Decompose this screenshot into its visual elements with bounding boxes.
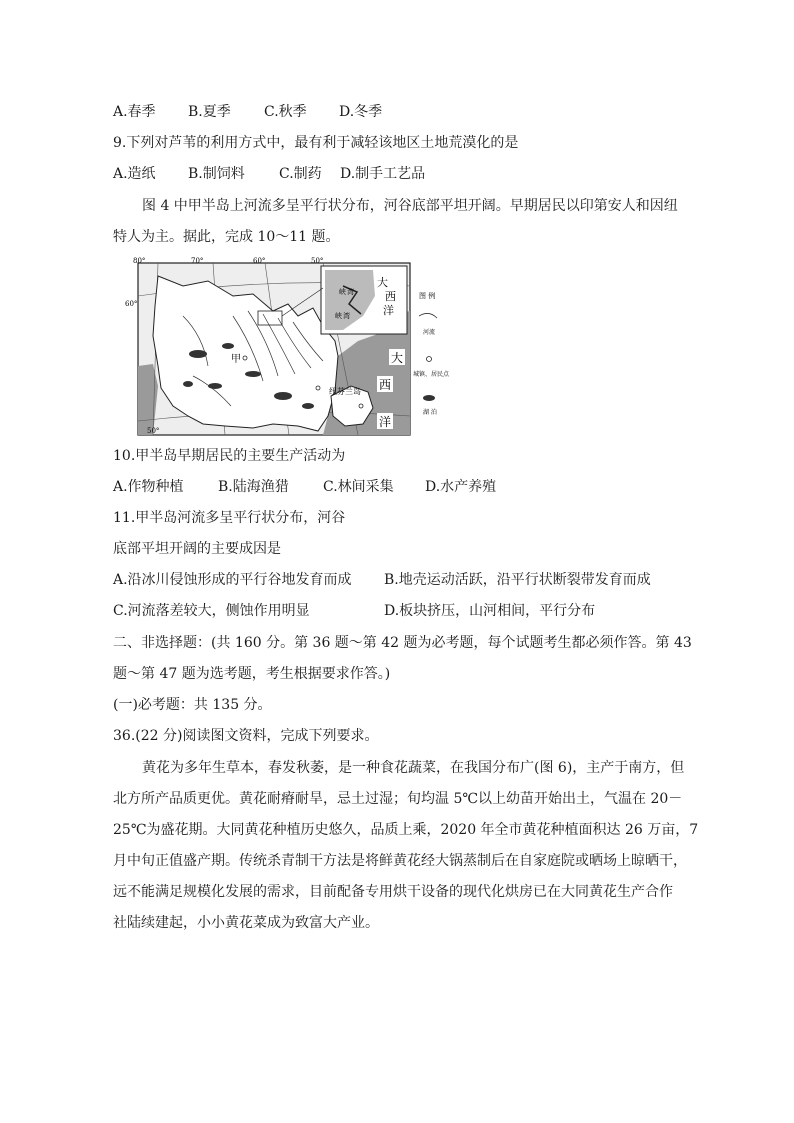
inset-ocean-da: 大 xyxy=(377,276,388,289)
q8-option-b: B.夏季 xyxy=(188,104,231,120)
q36-stem: 36.(22 分)阅读图文资料，完成下列要求。 xyxy=(113,728,379,744)
section2-line-1: 二、非选择题：(共 160 分。第 36 题～第 42 题为必考题，每个试题考生都必须作答。第 43 xyxy=(113,635,692,651)
passage-line-6: 社陆续建起，小小黄花菜成为致富大产业。 xyxy=(113,915,379,931)
q8-options xyxy=(113,102,382,122)
q8-option-d: D.冬季 xyxy=(339,104,383,120)
inset-lake-label-1: 峡 xyxy=(339,288,346,296)
legend-title: 图 例 xyxy=(419,292,436,300)
q9-option-c: C.制药 xyxy=(279,166,322,182)
q11-option-c: C.河流落差较大，侧蚀作用明显 xyxy=(113,603,310,619)
q9-options xyxy=(113,164,425,184)
lat-label-50: 50° xyxy=(147,427,160,435)
q9-option-a: A.造纸 xyxy=(113,166,156,182)
q11-option-d: D.板块挤压，山河相间，平行分布 xyxy=(384,603,596,619)
peninsula-map xyxy=(113,256,473,440)
lon-label-80: 80° xyxy=(133,257,146,265)
legend-lake-label: 湖 泊 xyxy=(423,409,437,416)
q9-option-b: B.制饲料 xyxy=(188,166,245,182)
required-heading: (一)必考题：共 135 分。 xyxy=(113,697,272,713)
section2-line-2: 题～第 47 题为选考题，考生根据要求作答。) xyxy=(113,666,391,682)
q10-option-a: A.作物种植 xyxy=(113,479,184,495)
q8-option-a: A.春季 xyxy=(113,104,156,120)
lon-label-50: 50° xyxy=(311,257,324,265)
passage-line-5: 远不能满足规模化发展的需求，目前配备专用烘干设备的现代化烘房已在大同黄花生产合作 xyxy=(113,884,673,900)
inset-lake-label-3: 峡 xyxy=(335,312,342,320)
legend-river-label: 河流 xyxy=(423,329,436,336)
legend-lake-icon xyxy=(423,395,435,401)
lat-label-60: 60° xyxy=(125,300,138,308)
q11-option-b: B.地壳运动活跃，沿平行状断裂带发育而成 xyxy=(384,572,651,588)
inset-ocean-xi: 西 xyxy=(385,290,396,303)
q11-option-a: A.沿冰川侵蚀形成的平行谷地发育而成 xyxy=(113,572,352,588)
passage-line-2: 北方所产品质更优。黄花耐瘠耐旱，忌土过湿；旬均温 5℃以上幼苗开始出土，气温在 20－ xyxy=(113,791,683,807)
passage-line-4: 月中旬正值盛产期。传统杀青制干方法是将鲜黄花经大锅蒸制后在自家庭院或晒场上晾晒干， xyxy=(113,853,687,869)
lon-label-70: 70° xyxy=(191,257,204,265)
q9-option-d: D.制手工艺品 xyxy=(340,166,426,182)
lon-label-60: 60° xyxy=(253,257,266,265)
q11-stem-2: 底部平坦开阔的主要成因是 xyxy=(113,541,281,557)
q11-stem-1: 11.甲半岛河流多呈平行状分布，河谷 xyxy=(113,510,346,526)
q10-options xyxy=(113,477,496,497)
q10-option-c: C.林间采集 xyxy=(323,479,394,495)
ocean-label-yang: 洋 xyxy=(379,415,392,429)
q10-stem: 10.甲半岛早期居民的主要生产活动为 xyxy=(113,448,346,464)
q9-stem: 9.下列对芦苇的利用方式中，最有利于减轻该地区土地荒漠化的是 xyxy=(113,135,519,151)
intro-line-2: 特人为主。据此，完成 10～11 题。 xyxy=(113,229,340,245)
legend-town-icon xyxy=(427,357,432,362)
inset-ocean-yang: 洋 xyxy=(383,304,394,317)
passage-line-1: 黄花为多年生草本，春发秋萎，是一种食花蔬菜，在我国分布广(图 6)，主产于南方，但 xyxy=(142,760,685,776)
passage-line-3: 25℃为盛花期。大同黄花种植历史悠久，品质上乘，2020 年全市黄花种植面积达 26 万亩，7 xyxy=(113,822,699,838)
q10-option-b: B.陆海渔猎 xyxy=(218,479,289,495)
q8-option-c: C.秋季 xyxy=(264,104,307,120)
q10-option-d: D.水产养殖 xyxy=(425,479,497,495)
ocean-label-da: 大 xyxy=(391,351,404,365)
legend-river-icon xyxy=(419,313,437,318)
inset-lake-label-4: 湾 xyxy=(343,312,350,320)
legend-town-label: 城镇、居民点 xyxy=(413,371,450,378)
island-label: 纽芬兰岛 xyxy=(329,387,361,396)
ocean-label-xi: 西 xyxy=(379,378,392,392)
inset-lake-label-2: 湾 xyxy=(347,288,354,296)
intro-line-1: 图 4 中甲半岛上河流多呈平行状分布，河谷底部平坦开阔。早期居民以印第安人和因纽 xyxy=(142,198,678,214)
region-label-jia: 甲 xyxy=(231,354,241,365)
